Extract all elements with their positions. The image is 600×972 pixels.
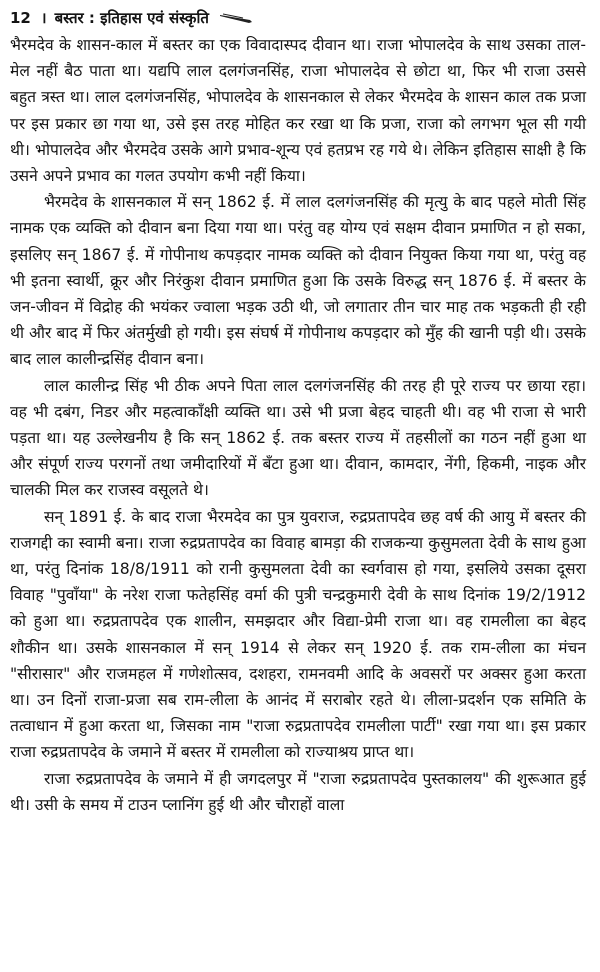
paragraph-3: लाल कालीन्द्र सिंह भी ठीक अपने पिता लाल दलगंजनसिंह की तरह ही पूरे राज्य पर छाया रहा। वह भी दबंग, निडर और महत्वाकाँक्षी व्यक्ति था। उसे भी प्रजा बेहद चाहती थी। वह भी राजा से भारी पड़ता था। यह उल्लेखनीय है कि सन् 1862 ई. तक बस्तर राज्य में तहसीलों का गठन नहीं हुआ था और संपूर्ण राज्य परगनों तथा जमीदारियों में बँटा हुआ था। दीवान, कामदार, नेंगी, हिकमी, नाइक और चालकी मिल कर राजस्व वसूलते थे। bbox=[10, 376, 586, 500]
paragraph-2: भैरमदेव के शासनकाल में सन् 1862 ई. में लाल दलगंजनसिंह की मृत्यु के बाद पहले मोती सिंह नामक एक व्यक्ति को दीवान बना दिया गया था। परंतु वह योग्य एवं सक्षम दीवान प्रमाणित न हो सका, इसलिए सन् 1867 ई. में गोपीनाथ कपड़दार नामक व्यक्ति को दीवान नियुक्त किया गया था, परंतु वह भी इतना स्वार्थी, क्रूर और निरंकुश दीवान प्रमाणित हुआ कि उसके विरुद्ध सन् 1876 ई. में बस्तर के जन-जीवन में विद्रोह की भयंकर ज्वाला भड़क उठी थी, जो लगातार तीन चार माह तक भड़कती ही रही थी और बाद में फिर अंतर्मुखी हो गयी। इस संघर्ष में गोपीनाथ कपड़दार को मुँह की खानी पड़ी थी। उसके बाद लाल कालीन्द्रसिंह दीवान बना। bbox=[10, 193, 586, 369]
paragraph-4: सन् 1891 ई. के बाद राजा भैरमदेव का पुत्र युवराज, रुद्रप्रतापदेव छह वर्ष की आयु में बस्तर की राजगद्दी का स्वामी बना। राजा रुद्रप्रतापदेव का विवाह बामड़ा की राजकन्या कुसुमलता देवी के साथ हुआ था, परंतु दिनांक 18/8/1911 को रानी कुसुमलता देवी का स्वर्गवास हो गया, इसलिये उसका दूसरा विवाह "पुवाँया" के नरेश राजा फतेहसिंह वर्मा की पुत्री चन्द्रकुमारी देवी के साथ दिनांक 19/2/1912 को हुआ था। रुद्रप्रतापदेव एक शालीन, समझदार और विद्या-प्रेमी राजा था। वह रामलीला का बेहद शौकीन था। उसके शासनकाल में सन् 1914 से लेकर सन् 1920 ई. तक राम-लीला का मंचन "सीरासार" और राजमहल में गणेशोत्सव, दशहरा, रामनवमी आदि के अवसरों पर अक्सर हुआ करता था। उन दिनों राजा-प्रजा सब राम-लीला के आनंद में सराबोर रहते थे। लीला-प्रदर्शन एक समिति के तत्वाधान में हुआ करता था, जिसका नाम "राजा रुद्रप्रतापदेव रामलीला पार्टी" रखा गया था। इस प्रकार राजा रुद्रप्रतापदेव के जमाने में बस्तर में रामलीला को राज्याश्रय प्राप्त था। bbox=[10, 507, 586, 762]
pen-icon bbox=[219, 12, 253, 24]
page-number: 12 bbox=[10, 9, 31, 27]
book-title: बस्तर : इतिहास एवं संस्कृति bbox=[54, 9, 209, 27]
paragraph-5: राजा रुद्रप्रतापदेव के जमाने में ही जगदलपुर में "राजा रुद्रप्रतापदेव पुस्तकालय" की शुरूआत हुई थी। उसी के समय में टाउन प्लानिंग हुई थी और चौराहों वाला bbox=[10, 769, 586, 814]
running-header bbox=[10, 4, 586, 32]
header-separator: । bbox=[40, 9, 47, 27]
paragraph-1: भैरमदेव के शासन-काल में बस्तर का एक विवादास्पद दीवान था। राजा भोपालदेव के साथ उसका ताल-मेल नहीं बैठ पाता था। यद्यपि लाल दलगंजनसिंह, राजा भोपालदेव से छोटा था, फिर भी राजा उससे बहुत त्रस्त था। लाल दलगंजनसिंह, भोपालदेव के शासनकाल से लेकर भैरमदेव के शासन काल तक प्रजा पर इस प्रकार छा गया था, उसे इस तरह मोहित कर रखा था कि प्रजा, राजा को लगभग भूल सी गयी थी। भोपालदेव और भैरमदेव उसके आगे प्रभाव-शून्य एवं हतप्रभ रह गये थे। लेकिन इतिहास साक्षी है कि उसने अपने प्रभाव का गलत उपयोग कभी नहीं किया। bbox=[10, 36, 587, 186]
body-text bbox=[10, 32, 586, 818]
